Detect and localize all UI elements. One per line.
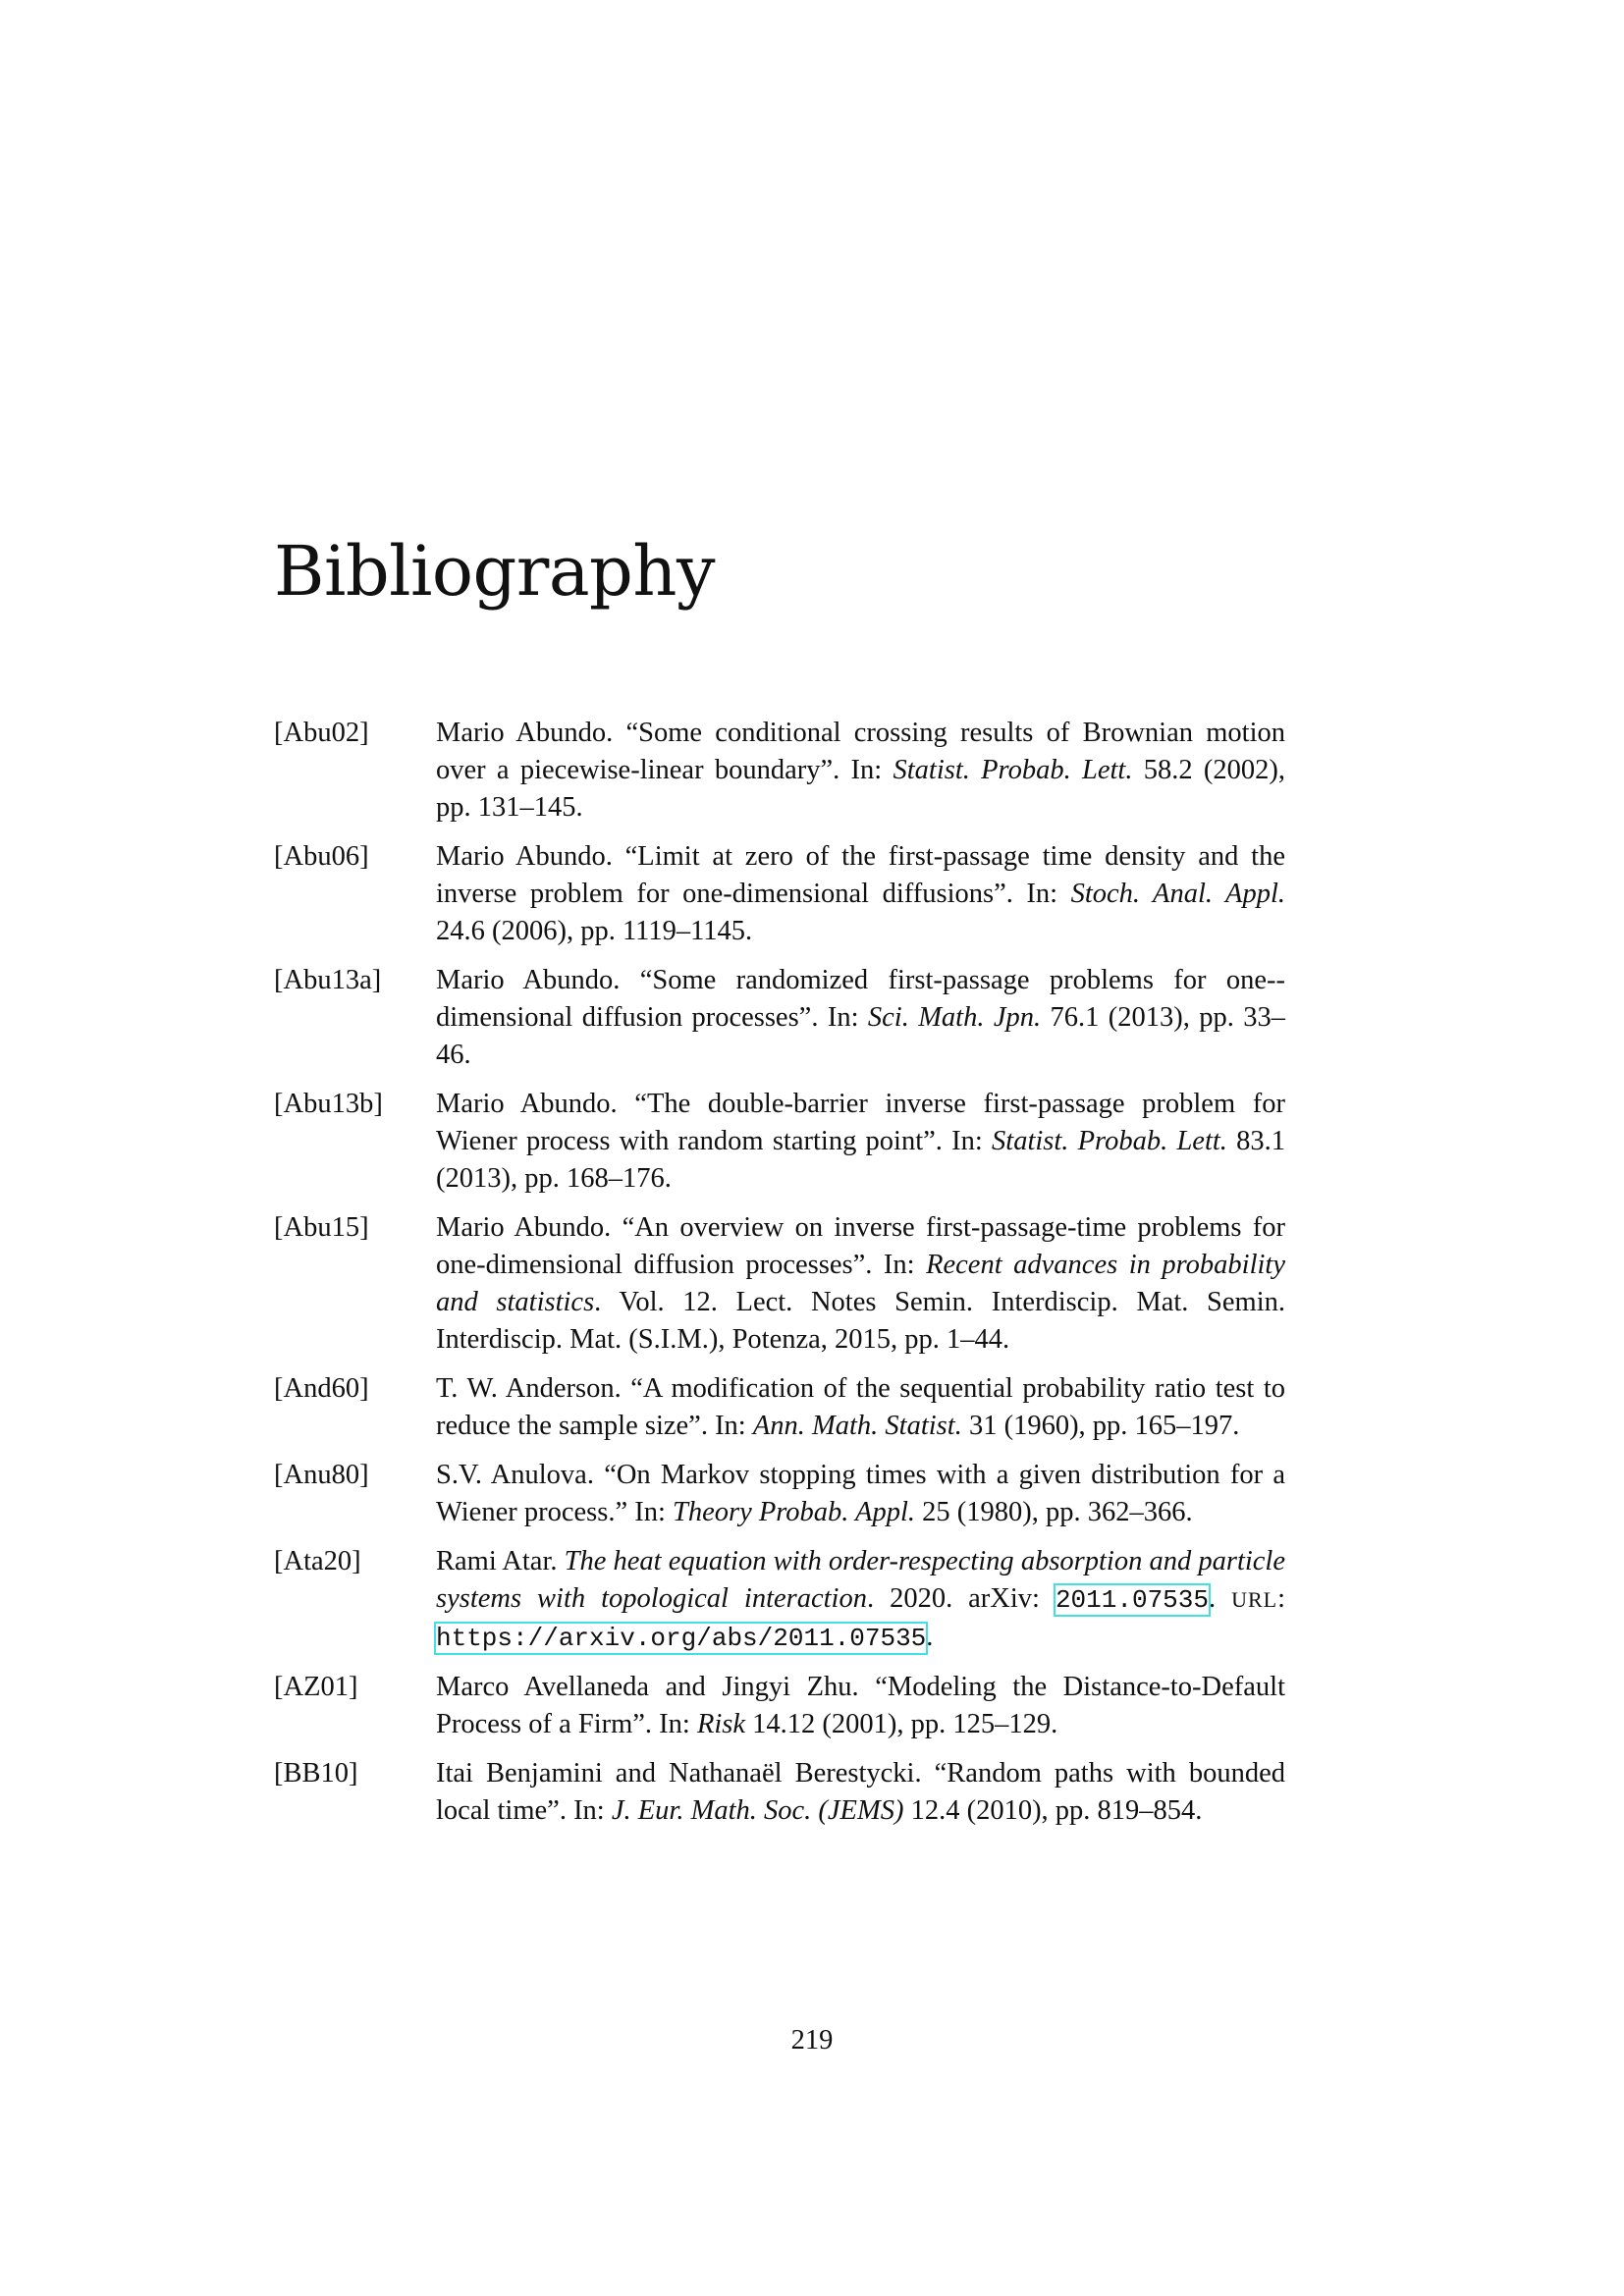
bib-key: [BB10] xyxy=(274,1758,358,1789)
citation-text: 58.2 (2002), pp. 131–145. xyxy=(436,755,1286,823)
citation-link[interactable]: 2011.07535 xyxy=(1055,1585,1209,1615)
citation-text: Rami Atar. xyxy=(436,1546,565,1576)
citation-journal: The heat equation with order-respecting absorption and particle systems with topological interaction xyxy=(436,1546,1285,1614)
citation-text: . Vol. 12. Lect. Notes Semin. Interdiscip. Mat. Semin. Interdiscip. Mat. (S.I.M.), Potenza, 2015, pp. 1–44. xyxy=(436,1287,1286,1355)
citation-text: Mario Abundo. “The double-barrier inverse first-passage problem for Wiener process with random starting point”. In: xyxy=(436,1089,1285,1156)
bib-citation xyxy=(436,838,1285,950)
citation-journal: J. Eur. Math. Soc. (JEMS) xyxy=(611,1795,904,1826)
citation-journal: Sci. Math. Jpn. xyxy=(867,1002,1042,1033)
bib-key: [Ata20] xyxy=(274,1546,361,1576)
citation-text: T. W. Anderson. “A modification of the sequential probability ratio test to reduce the sample size”. In: xyxy=(436,1373,1285,1441)
citation-text: . 2020. arXiv: xyxy=(866,1583,1056,1614)
citation-text: Mario Abundo. “An overview on inverse first-passage-time problems for one-dimensional diffusion processes”. In: xyxy=(436,1212,1285,1280)
citation-text: 14.12 (2001), pp. 125–129. xyxy=(745,1709,1058,1739)
citation-journal: Ann. Math. Statist. xyxy=(752,1411,962,1441)
citation-text: 83.1 (2013), pp. 168–176. xyxy=(436,1126,1286,1194)
citation-text: 31 (1960), pp. 165–197. xyxy=(961,1411,1240,1441)
bib-entry xyxy=(274,1370,1285,1445)
citation-url-label: URL xyxy=(1231,1587,1278,1612)
bib-entry xyxy=(274,1086,1285,1198)
citation-journal: Stoch. Anal. Appl. xyxy=(1070,879,1285,909)
citation-text: Itai Benjamini and Nathanaël Berestycki. “Random paths with bounded local time”. In: xyxy=(436,1758,1285,1826)
page-title: Bibliography xyxy=(274,531,715,612)
bib-entry xyxy=(274,715,1285,827)
citation-text: Marco Avellaneda and Jingyi Zhu. “Modeling the Distance-to-Default Process of a Firm”. In: xyxy=(436,1672,1285,1739)
citation-journal: Theory Probab. Appl. xyxy=(673,1497,915,1527)
bib-entry xyxy=(274,1543,1285,1657)
bib-citation xyxy=(436,1457,1285,1531)
citation-journal: Statist. Probab. Lett. xyxy=(893,755,1133,785)
bib-citation xyxy=(436,1209,1285,1359)
citation-text: Mario Abundo. “Limit at zero of the first-passage time density and the inverse problem for one-dimensional diffusions”. In: xyxy=(436,841,1285,909)
citation-text: 25 (1980), pp. 362–366. xyxy=(915,1497,1193,1527)
bib-entry xyxy=(274,1209,1285,1359)
bib-citation xyxy=(436,1370,1285,1445)
citation-journal: Statist. Probab. Lett. xyxy=(992,1126,1227,1156)
citation-text: 24.6 (2006), pp. 1119–1145. xyxy=(436,916,753,946)
bib-key: [AZ01] xyxy=(274,1672,358,1702)
bib-citation xyxy=(436,962,1285,1074)
bib-key: [Abu06] xyxy=(274,841,369,872)
citation-text: Mario Abundo. “Some randomized first-passage problems for one-dimensional diffusion processes”. In: xyxy=(436,965,1285,1033)
bib-entry xyxy=(274,962,1285,1074)
citation-text: 76.1 (2013), pp. 33–46. xyxy=(436,1002,1286,1070)
bibliography-list xyxy=(274,715,1285,1842)
bib-key: [Abu02] xyxy=(274,718,369,748)
bib-entry xyxy=(274,1755,1285,1830)
bib-citation xyxy=(436,1669,1285,1743)
citation-journal: Risk xyxy=(696,1709,746,1739)
citation-text: S.V. Anulova. “On Markov stopping times with a given distribution for a Wiener process.” In: xyxy=(436,1460,1285,1527)
bib-key: [Anu80] xyxy=(274,1460,369,1490)
bib-citation xyxy=(436,1755,1285,1830)
bib-citation xyxy=(436,715,1285,827)
bib-key: [And60] xyxy=(274,1373,369,1404)
citation-text: . xyxy=(926,1622,934,1652)
citation-text: 12.4 (2010), pp. 819–854. xyxy=(903,1795,1203,1826)
bib-key: [Abu15] xyxy=(274,1212,369,1243)
bib-entry xyxy=(274,838,1285,950)
bib-key: [Abu13a] xyxy=(274,965,382,995)
bib-key: [Abu13b] xyxy=(274,1089,383,1119)
bib-citation xyxy=(436,1543,1285,1657)
citation-text: : xyxy=(1277,1583,1286,1614)
citation-text: Mario Abundo. “Some conditional crossing results of Brownian motion over a piecewise-linear boundary”. In: xyxy=(436,718,1285,785)
bib-entry xyxy=(274,1457,1285,1531)
citation-text: . xyxy=(1208,1583,1232,1614)
citation-journal: Recent advances in probability and statistics xyxy=(436,1250,1286,1317)
bib-citation xyxy=(436,1086,1285,1198)
citation-link[interactable]: https://arxiv.org/abs/2011.07535 xyxy=(436,1624,927,1653)
page-number: 219 xyxy=(790,2025,834,2056)
bib-entry xyxy=(274,1669,1285,1743)
